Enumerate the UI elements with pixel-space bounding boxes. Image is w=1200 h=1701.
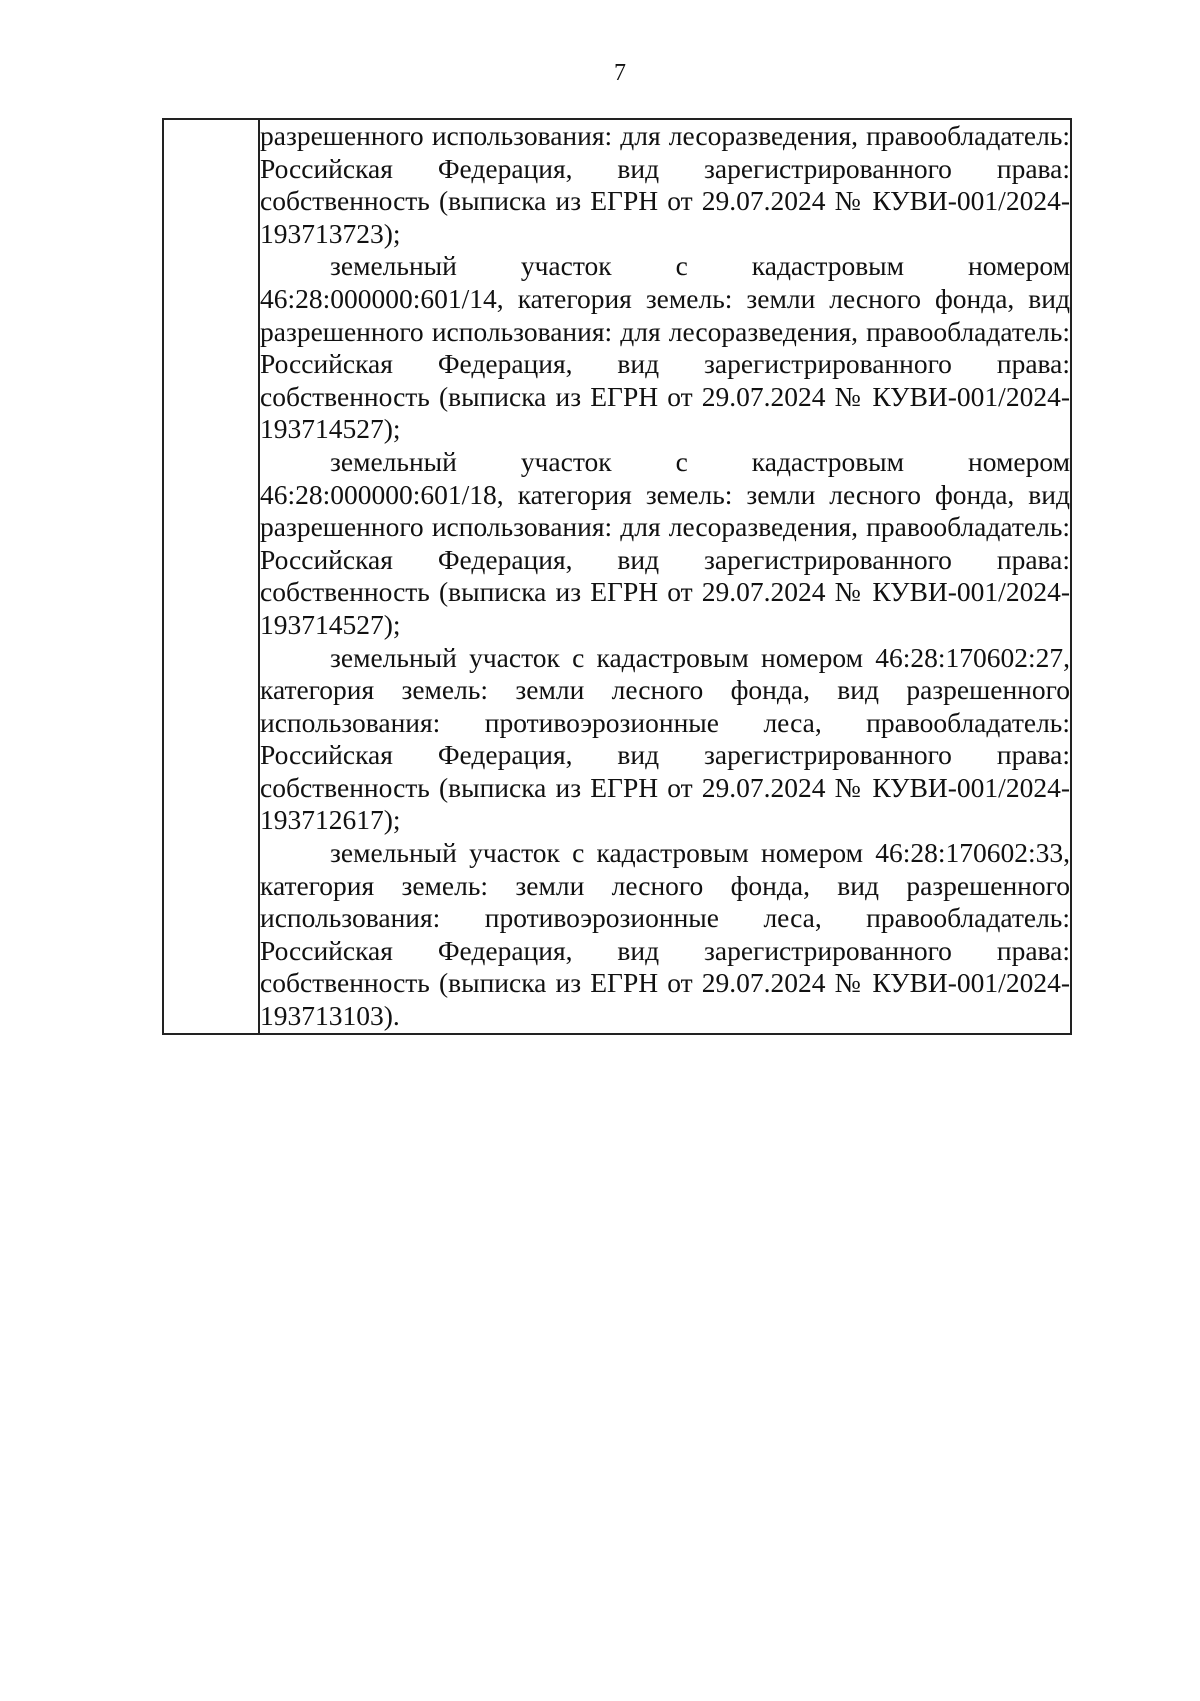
paragraph-continuation: разрешенного использования: для лесоразведения, правообладатель: Российская Федерация, вид зарегистрированного права: собственность (выписка из ЕГРН от 29.07.2024 № КУВИ-001/2024-193713723);	[260, 120, 1070, 249]
row-text-cell	[259, 119, 1071, 1034]
table-row	[163, 119, 1071, 1034]
paragraph-land-plot-170602-27: земельный участок с кадастровым номером 46:28:170602:27, категория земель: земли лесного фонда, вид разрешенного использования: противоэрозионные леса, правообладатель: Российская Федерация, вид зарегистрированного права: собственность (выписка из ЕГРН от 29.07.2024 № КУВИ-001/2024-193712617);	[260, 641, 1070, 836]
page-number: 7	[614, 60, 626, 86]
paragraph-land-plot-601-18: земельный участок с кадастровым номером 46:28:000000:601/18, категория земель: земли лесного фонда, вид разрешенного использования: для лесоразведения, правообладатель: Российская Федерация, вид зарегистрированного права: собственность (выписка из ЕГРН от 29.07.2024 № КУВИ-001/2024-193714527);	[260, 445, 1070, 640]
paragraph-land-plot-170602-33: земельный участок с кадастровым номером 46:28:170602:33, категория земель: земли лесного фонда, вид разрешенного использования: противоэрозионные леса, правообладатель: Российская Федерация, вид зарегистрированного права: собственность (выписка из ЕГРН от 29.07.2024 № КУВИ-001/2024-193713103).	[260, 837, 1070, 1032]
row-number-cell	[163, 119, 259, 1034]
paragraph-land-plot-601-14: земельный участок с кадастровым номером 46:28:000000:601/14, категория земель: земли лесного фонда, вид разрешенного использования: для лесоразведения, правообладатель: Российская Федерация, вид зарегистрированного права: собственность (выписка из ЕГРН от 29.07.2024 № КУВИ-001/2024-193714527);	[260, 250, 1070, 445]
document-table	[162, 118, 1072, 1035]
